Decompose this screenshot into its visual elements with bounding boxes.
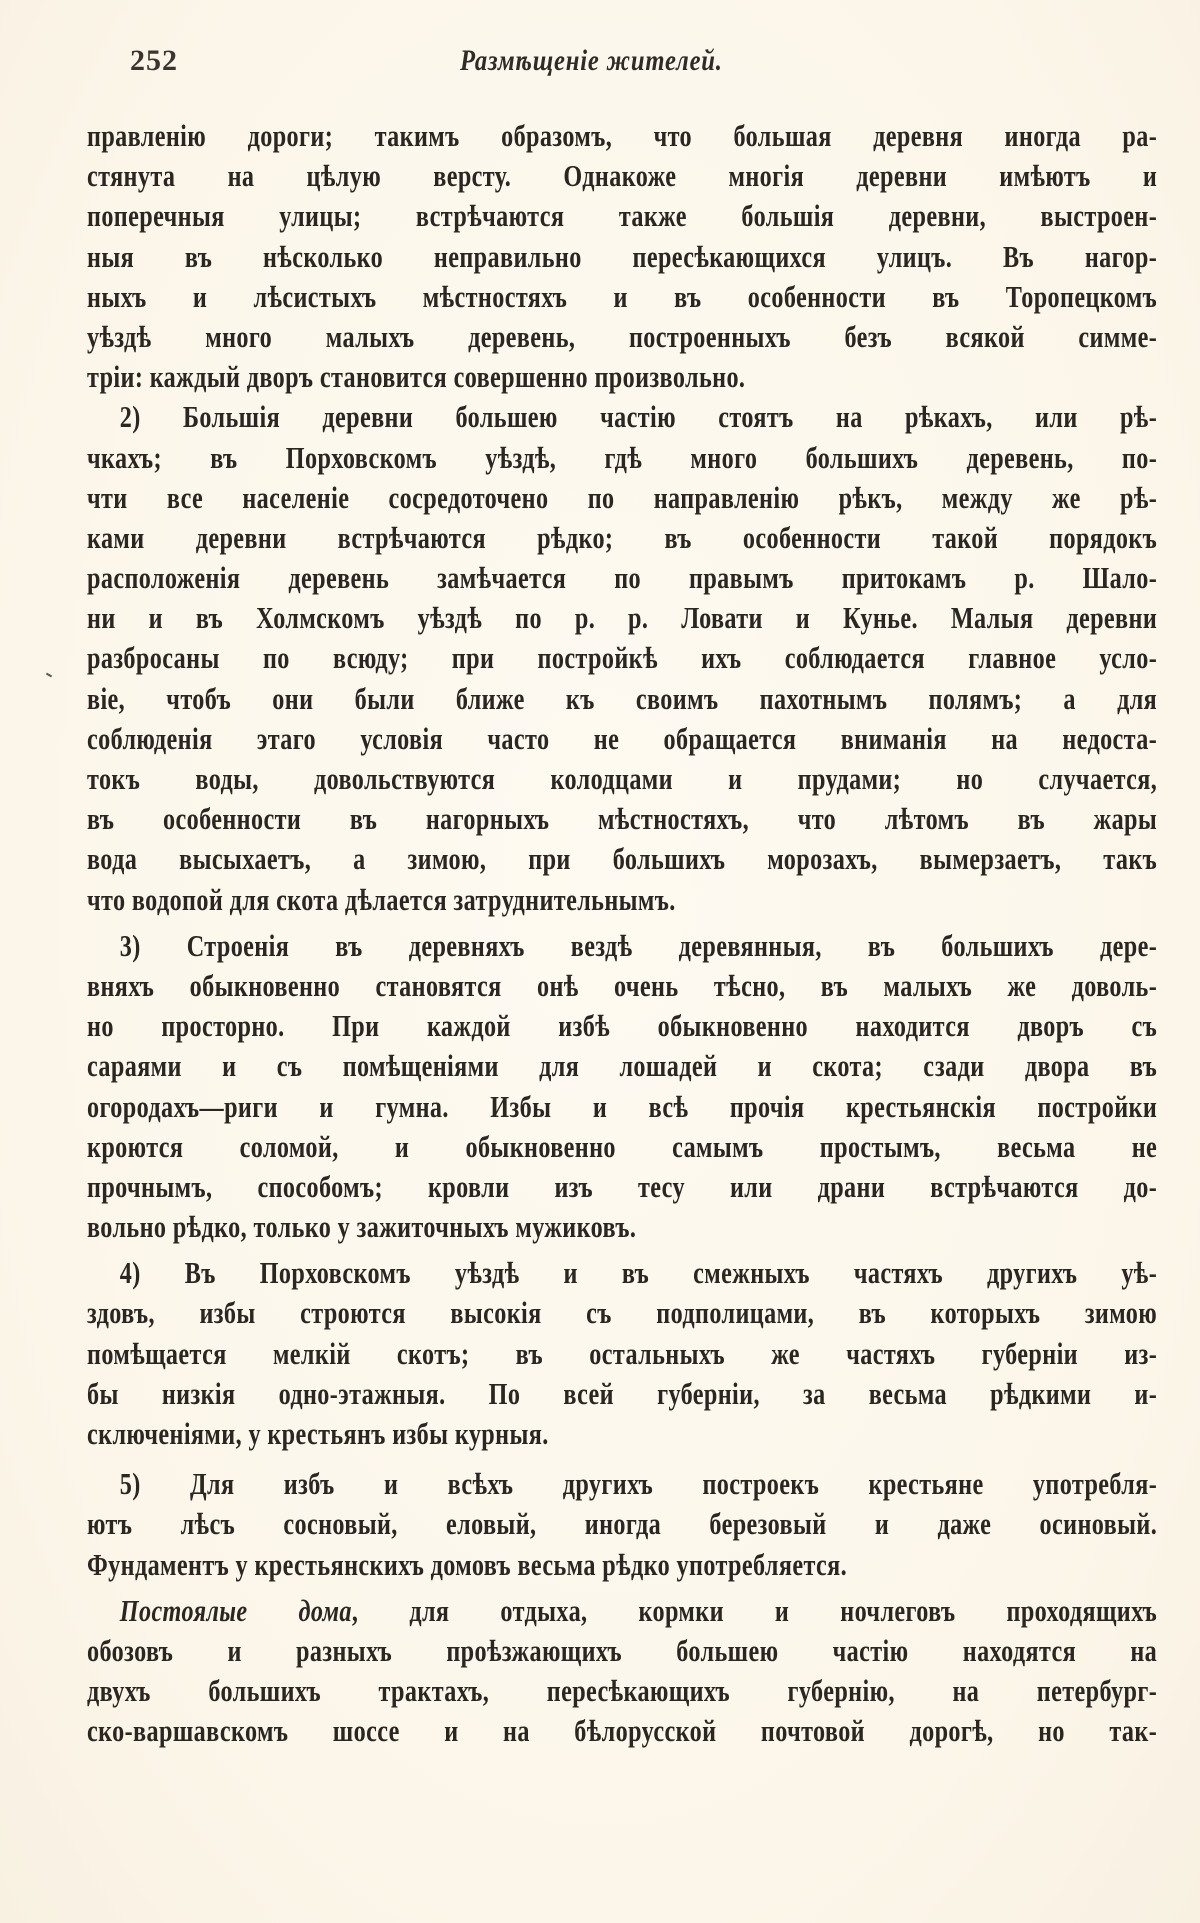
paragraph [87, 1253, 1157, 1454]
text-line: здовъ, избы строются высокія съ подполицами, въ которыхъ зимою [87, 1295, 1158, 1331]
text-line: что водопой для скота дѣлается затруднительнымъ. [87, 881, 676, 917]
paragraph [87, 1464, 1157, 1585]
text-line: ныя въ нѣсколько неправильно пересѣкающихся улицъ. Въ нагор- [87, 238, 1158, 274]
text-line: 2) Большія деревни большею частію стоятъ на рѣкахъ, или рѣ- [119, 399, 1158, 435]
text-line: Фундаментъ у крестьянскихъ домовъ весьма рѣдко употребляется. [87, 1546, 848, 1582]
page-number: 252 [130, 44, 178, 77]
text-line: ско-варшавскомъ шоссе и на бѣлорусской почтовой дорогѣ, но так- [87, 1713, 1158, 1749]
text-line: сключеніями, у крестьянъ избы курныя. [87, 1416, 549, 1451]
text-line: помѣщается мелкій скотъ; въ остальныхъ же частяхъ губерніи из- [87, 1335, 1158, 1371]
text-line: токъ воды, довольствуются колодцами и прудами; но случается, [87, 761, 1158, 796]
text-line: прочнымъ, способомъ; кровли изъ тесу или драни встрѣчаются до- [87, 1168, 1158, 1204]
text-line: 5) Для избъ и всѣхъ другихъ построекъ крестьяне употребля- [119, 1466, 1158, 1502]
italic-lead: Постоялые дома [119, 1592, 352, 1628]
text-line: расположенія деревень замѣчается по правымъ притокамъ р. Шало- [87, 560, 1158, 596]
text-line: поперечныя улицы; встрѣчаются также большія деревни, выстроен- [87, 198, 1158, 234]
text-line: ютъ лѣсъ сосновый, еловый, иногда березовый и даже осиновый. [87, 1506, 1158, 1542]
text-run: , для отдыха, кормки и ночлеговъ проходящихъ [351, 1592, 1158, 1628]
stray-ink-mark [46, 673, 52, 678]
text-line [87, 1591, 1157, 1631]
text-line: но просторно. При каждой избѣ обыкновенно находится дворъ съ [87, 1008, 1158, 1044]
text-line: двухъ большихъ трактахъ, пересѣкающихъ губернію, на петербург- [87, 1673, 1158, 1709]
body-text [87, 116, 1157, 1752]
paragraph [87, 1591, 1157, 1752]
text-line: тріи: каждый дворъ становится совершенно произвольно. [87, 359, 746, 395]
paragraph [87, 116, 1157, 397]
text-line: бы низкія одно-этажныя. По всей губерніи, за весьма рѣдкими и- [87, 1375, 1158, 1411]
text-line: кроются соломой, и обыкновенно самымъ простымъ, весьма не [87, 1128, 1158, 1164]
text-line: уѣздѣ много малыхъ деревень, построенныхъ безъ всякой симме- [87, 318, 1158, 354]
text-line: чти все населеніе сосредоточено по направленію рѣкъ, между же рѣ- [87, 479, 1158, 515]
text-line: чкахъ; въ Порховскомъ уѣздѣ, гдѣ много большихъ деревень, по- [87, 439, 1158, 475]
text-line: стянута на цѣлую версту. Однакоже многія деревни имѣютъ и [87, 158, 1158, 194]
text-line: вняхъ обыкновенно становятся онѣ очень тѣсно, въ малыхъ же доволь- [87, 967, 1158, 1003]
text-line: огородахъ—риги и гумна. Избы и всѣ прочія крестьянскія постройки [87, 1088, 1158, 1124]
text-line: 4) Въ Порховскомъ уѣздѣ и въ смежныхъ частяхъ другихъ уѣ- [119, 1255, 1158, 1291]
page-header [130, 44, 1115, 84]
text-line: 3) Строенія въ деревняхъ вездѣ деревянныя, въ большихъ дере- [119, 927, 1158, 963]
text-line: вольно рѣдко, только у зажиточныхъ мужиковъ. [87, 1209, 637, 1245]
paragraph [87, 397, 1157, 919]
paragraph [87, 926, 1157, 1248]
text-line: вода высыхаетъ, а зимою, при большихъ морозахъ, вымерзаетъ, такъ [87, 841, 1158, 877]
text-line: віе, чтобъ они были ближе къ своимъ пахотнымъ полямъ; а для [87, 680, 1158, 716]
text-line: сараями и съ помѣщеніями для лошадей и скота; сзади двора въ [87, 1048, 1158, 1084]
running-title: Размѣщеніе жителей. [460, 44, 723, 77]
text-line: разбросаны по всюду; при постройкѣ ихъ соблюдается главное усло- [87, 640, 1158, 676]
text-line: въ особенности въ нагорныхъ мѣстностяхъ, что лѣтомъ въ жары [87, 801, 1158, 837]
text-line: ками деревни встрѣчаются рѣдко; въ особенности такой порядокъ [87, 519, 1158, 555]
text-line: соблюденія этаго условія часто не обращается вниманія на недоста- [87, 720, 1158, 756]
text-line: обозовъ и разныхъ проѣзжающихъ большею частію находятся на [87, 1632, 1158, 1668]
text-line: ныхъ и лѣсистыхъ мѣстностяхъ и въ особенности въ Торопецкомъ [87, 278, 1158, 314]
text-line: правленію дороги; такимъ образомъ, что большая деревня иногда ра- [87, 118, 1158, 153]
text-line: ни и въ Холмскомъ уѣздѣ по р. р. Ловати и Кунье. Малыя деревни [87, 600, 1158, 636]
